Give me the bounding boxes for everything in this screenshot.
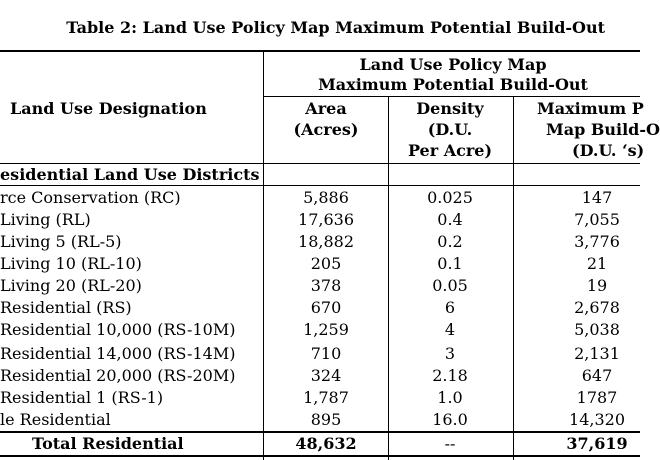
row-label: le Residential xyxy=(0,410,111,429)
col-divider-max xyxy=(513,96,514,460)
row-label: Residential 14,000 (RS-14M) xyxy=(0,344,236,363)
group-header-line1: Land Use Policy Map xyxy=(359,55,547,74)
row-density: 6 xyxy=(444,298,456,317)
col-header-density-l1: Density xyxy=(416,99,484,118)
row-density: 0.025 xyxy=(427,188,473,207)
col-divider-area xyxy=(263,50,264,460)
col-header-designation: Land Use Designation xyxy=(10,99,207,118)
total-density: -- xyxy=(444,434,456,453)
row-density: 16.0 xyxy=(432,410,468,429)
group-header-line2: Maximum Potential Build-Out xyxy=(318,75,588,94)
col-header-area-l2: (Acres) xyxy=(293,120,359,139)
section-title: esidential Land Use Districts xyxy=(0,165,260,184)
col-header-density-l3: Per Acre) xyxy=(407,141,493,160)
row-label: Residential 20,000 (RS-20M) xyxy=(0,366,236,385)
row-area: 5,886 xyxy=(303,188,349,207)
row-area: 205 xyxy=(310,254,342,273)
col-header-area-l1: Area xyxy=(305,99,347,118)
row-density: 1.0 xyxy=(437,388,463,407)
row-max: 3,776 xyxy=(574,232,620,251)
col-header-density-l2: (D.U. xyxy=(427,120,473,139)
row-area: 324 xyxy=(310,366,342,385)
row-label: Living 10 (RL-10) xyxy=(0,254,142,273)
col-header-max-l2: Map Build-O xyxy=(546,120,660,139)
row-area: 17,636 xyxy=(298,210,354,229)
row-area: 710 xyxy=(310,344,342,363)
row-density: 0.4 xyxy=(437,210,463,229)
row-max: 2,131 xyxy=(574,344,620,363)
row-label: Living 5 (RL-5) xyxy=(0,232,122,251)
row-density: 2.18 xyxy=(432,366,468,385)
row-label: Living (RL) xyxy=(0,210,91,229)
row-label: Living 20 (RL-20) xyxy=(0,276,142,295)
row-label: Residential 10,000 (RS-10M) xyxy=(0,320,236,339)
row-area: 1,787 xyxy=(303,388,349,407)
row-max: 14,320 xyxy=(569,410,625,429)
row-max: 647 xyxy=(581,366,613,385)
table-top-rule xyxy=(0,50,640,52)
col-header-max-l1: Maximum P xyxy=(537,99,644,118)
row-max: 1787 xyxy=(576,388,618,407)
row-density: 3 xyxy=(444,344,456,363)
row-max: 7,055 xyxy=(574,210,620,229)
row-area: 895 xyxy=(310,410,342,429)
row-max: 147 xyxy=(581,188,613,207)
total-area: 48,632 xyxy=(295,434,357,453)
total-label: Total Residential xyxy=(32,434,184,453)
total-max: 37,619 xyxy=(566,434,628,453)
row-max: 2,678 xyxy=(574,298,620,317)
group-header-rule xyxy=(263,96,640,97)
total-bottom-rule xyxy=(0,455,640,457)
row-max: 19 xyxy=(586,276,608,295)
row-max: 21 xyxy=(586,254,608,273)
row-area: 670 xyxy=(310,298,342,317)
table-title: Table 2: Land Use Policy Map Maximum Potential Build-Out xyxy=(66,18,605,37)
row-label: rce Conservation (RC) xyxy=(0,188,181,207)
col-divider-density xyxy=(388,96,389,460)
row-area: 1,259 xyxy=(303,320,349,339)
row-density: 0.2 xyxy=(437,232,463,251)
row-label: Residential (RS) xyxy=(0,298,132,317)
row-density: 0.1 xyxy=(437,254,463,273)
row-density: 4 xyxy=(444,320,456,339)
row-density: 0.05 xyxy=(432,276,468,295)
row-max: 5,038 xyxy=(574,320,620,339)
row-area: 18,882 xyxy=(298,232,354,251)
col-header-max-l3: (D.U. ‘s) xyxy=(572,141,645,160)
row-label: Residential 1 (RS-1) xyxy=(0,388,164,407)
row-area: 378 xyxy=(310,276,342,295)
